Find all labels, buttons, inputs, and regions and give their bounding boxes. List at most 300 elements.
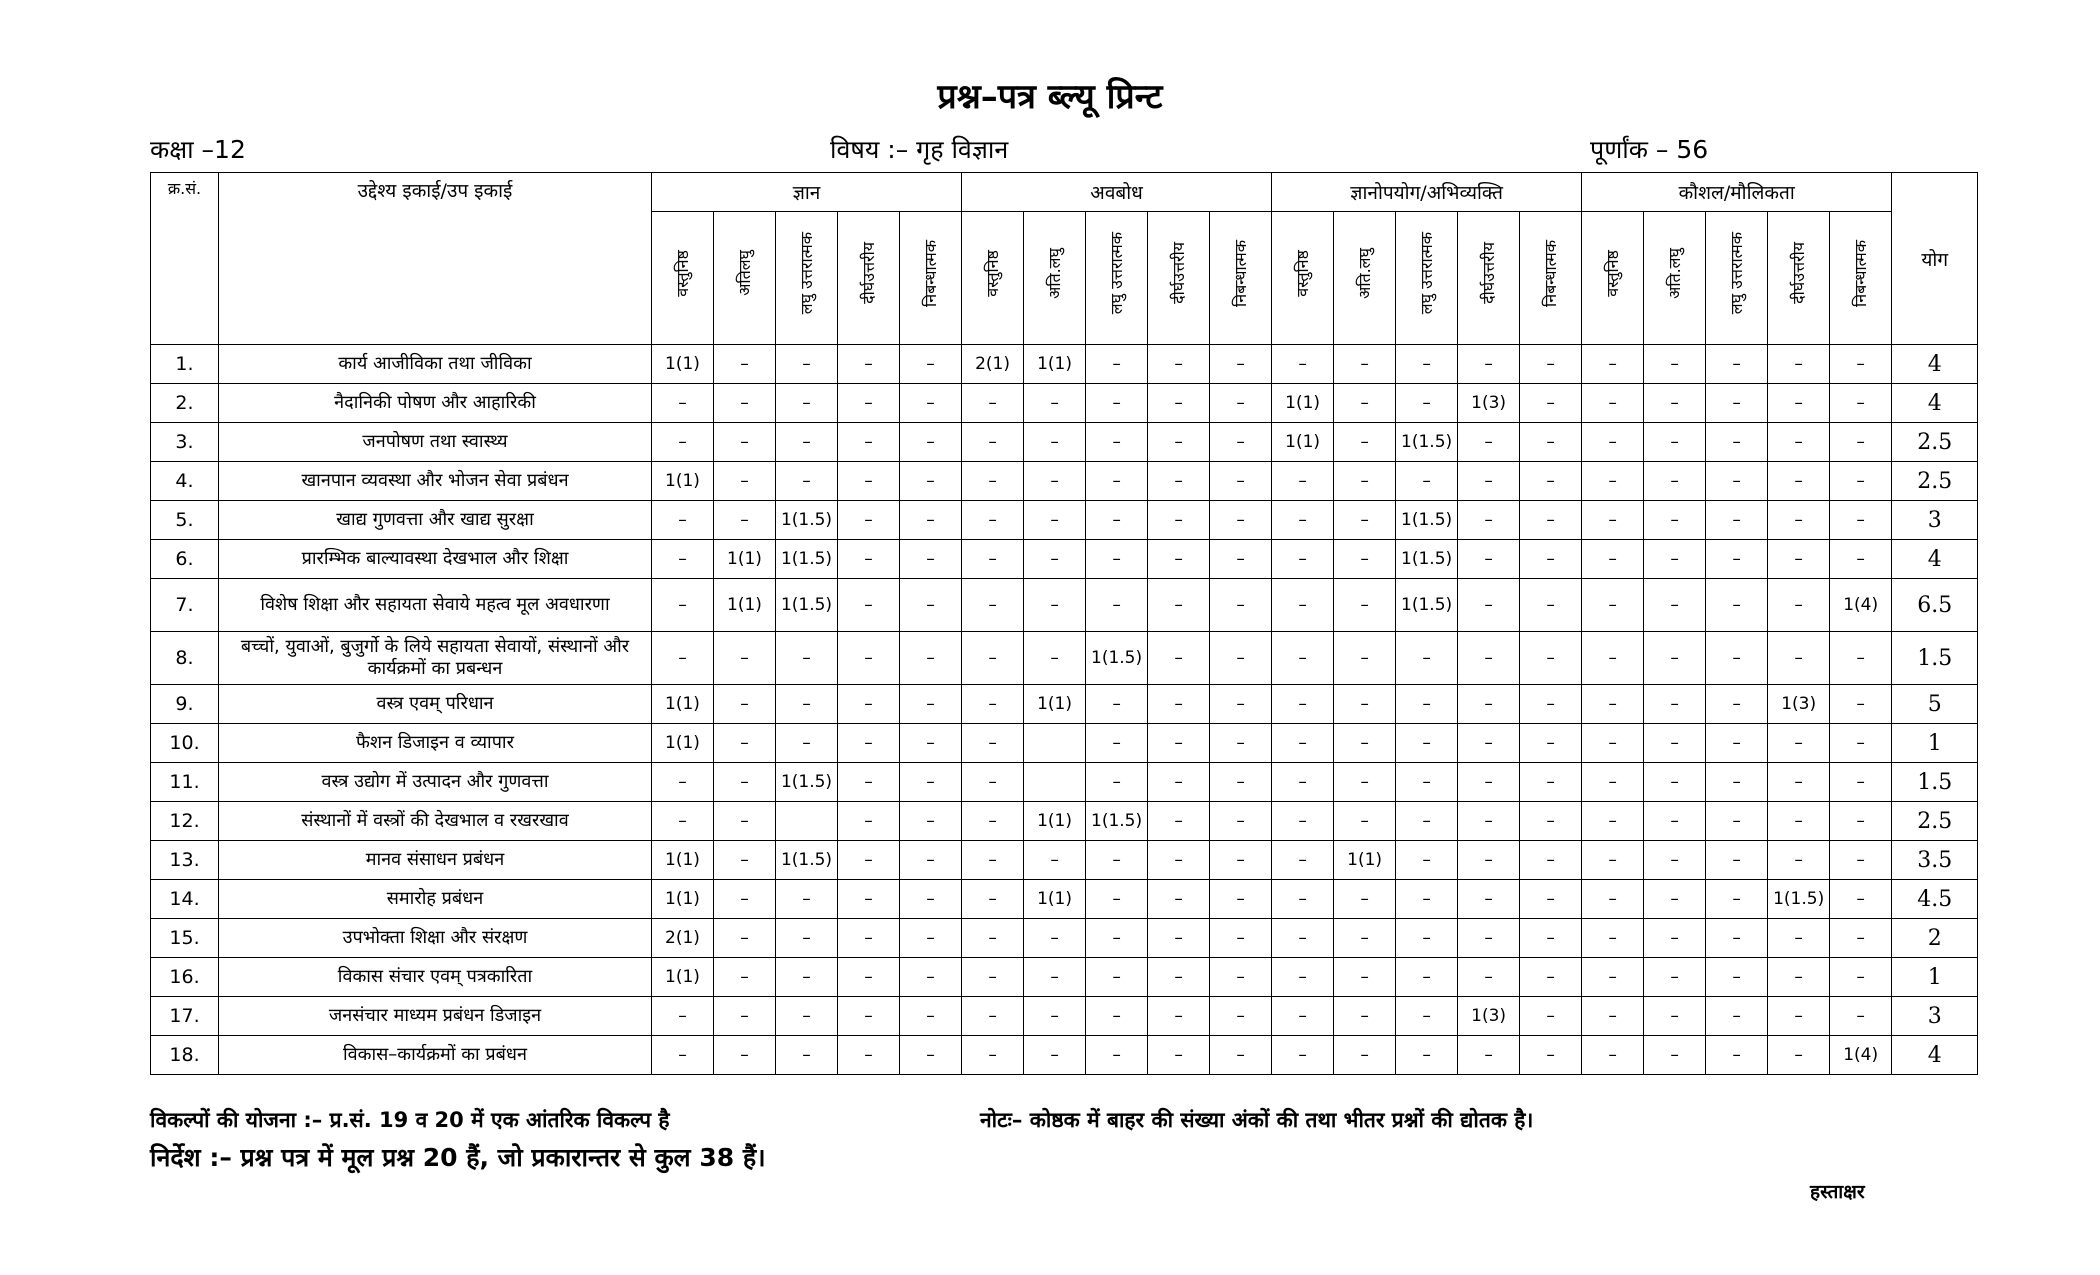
question-count-cell: – bbox=[1644, 958, 1706, 997]
table-row bbox=[151, 632, 1978, 685]
serial-number-cell: 17. bbox=[151, 997, 219, 1036]
subject-label: विषय :– गृह विज्ञान bbox=[830, 135, 1009, 164]
group-header-row bbox=[151, 173, 1978, 212]
row-total-cell: 3 bbox=[1892, 501, 1978, 540]
question-count-cell: – bbox=[1830, 423, 1892, 462]
question-count-cell: – bbox=[900, 1036, 962, 1075]
question-count-cell: – bbox=[1024, 540, 1086, 579]
question-count-cell: – bbox=[776, 724, 838, 763]
question-count-cell: – bbox=[714, 724, 776, 763]
question-count-cell: – bbox=[1582, 462, 1644, 501]
question-count-cell: – bbox=[1830, 763, 1892, 802]
question-count-cell: – bbox=[776, 423, 838, 462]
direction-text: निर्देश :– प्रश्न पत्र में मूल प्रश्न 20 हैं, जो प्रकारान्तर से कुल 38 हैं। bbox=[150, 1143, 766, 1172]
question-count-cell: – bbox=[1644, 423, 1706, 462]
blueprint-table bbox=[150, 172, 1978, 1075]
question-count-cell: – bbox=[962, 579, 1024, 632]
row-total-cell: 4 bbox=[1892, 345, 1978, 384]
question-count-cell: – bbox=[1086, 423, 1148, 462]
question-count-cell bbox=[1024, 724, 1086, 763]
question-count-cell: – bbox=[652, 540, 714, 579]
question-count-cell: – bbox=[900, 632, 962, 685]
question-count-cell: – bbox=[1830, 841, 1892, 880]
question-count-cell: – bbox=[962, 423, 1024, 462]
row-total-cell: 3 bbox=[1892, 997, 1978, 1036]
question-count-cell: – bbox=[1148, 763, 1210, 802]
question-count-cell: – bbox=[1210, 841, 1272, 880]
question-type-header bbox=[1210, 212, 1272, 345]
question-count-cell: – bbox=[1520, 841, 1582, 880]
row-total-cell: 2.5 bbox=[1892, 462, 1978, 501]
question-count-cell: – bbox=[1148, 501, 1210, 540]
question-count-cell: – bbox=[900, 919, 962, 958]
question-count-cell: 1(1) bbox=[652, 880, 714, 919]
question-count-cell: – bbox=[1148, 1036, 1210, 1075]
question-count-cell: – bbox=[1334, 685, 1396, 724]
question-count-cell: – bbox=[1830, 345, 1892, 384]
question-count-cell: – bbox=[714, 501, 776, 540]
question-count-cell: – bbox=[1024, 958, 1086, 997]
question-count-cell: – bbox=[1644, 724, 1706, 763]
question-count-cell: – bbox=[1582, 841, 1644, 880]
question-count-cell: – bbox=[1334, 802, 1396, 841]
question-type-label: दीर्घउत्तरीय bbox=[1168, 242, 1188, 304]
question-count-cell: 1(1) bbox=[652, 345, 714, 384]
serial-number-cell: 5. bbox=[151, 501, 219, 540]
question-count-cell: – bbox=[714, 345, 776, 384]
question-count-cell: – bbox=[1458, 802, 1520, 841]
question-count-cell: – bbox=[1830, 685, 1892, 724]
question-count-cell: – bbox=[714, 685, 776, 724]
group-header-understanding: अवबोध bbox=[962, 173, 1272, 212]
question-count-cell: – bbox=[1768, 1036, 1830, 1075]
question-count-cell: – bbox=[1334, 997, 1396, 1036]
unit-name-cell: नैदानिकी पोषण और आहारिकी bbox=[219, 384, 652, 423]
question-count-cell: – bbox=[1210, 579, 1272, 632]
question-count-cell: – bbox=[1272, 724, 1334, 763]
question-count-cell: – bbox=[1458, 685, 1520, 724]
question-type-label: लघु उत्तरात्मक bbox=[1106, 231, 1126, 315]
question-count-cell: – bbox=[1024, 997, 1086, 1036]
question-count-cell: – bbox=[962, 384, 1024, 423]
question-count-cell: – bbox=[1334, 501, 1396, 540]
table-row bbox=[151, 345, 1978, 384]
serial-number-cell: 7. bbox=[151, 579, 219, 632]
signature-label: हस्ताक्षर bbox=[1810, 1181, 1865, 1203]
question-count-cell: – bbox=[1768, 423, 1830, 462]
question-count-cell: – bbox=[1582, 579, 1644, 632]
row-total-cell: 4 bbox=[1892, 384, 1978, 423]
question-count-cell: – bbox=[838, 997, 900, 1036]
row-total-cell: 1 bbox=[1892, 958, 1978, 997]
question-count-cell: – bbox=[1148, 802, 1210, 841]
question-count-cell: – bbox=[1148, 384, 1210, 423]
question-count-cell: – bbox=[1272, 540, 1334, 579]
question-count-cell: – bbox=[1396, 997, 1458, 1036]
unit-name-cell: वस्त्र एवम् परिधान bbox=[219, 685, 652, 724]
question-count-cell: – bbox=[714, 763, 776, 802]
question-count-cell: – bbox=[900, 384, 962, 423]
question-count-cell: – bbox=[838, 841, 900, 880]
question-type-label: लघु उत्तरात्मक bbox=[1726, 231, 1746, 315]
question-type-label: निबन्धात्मक bbox=[1230, 239, 1250, 307]
question-count-cell: – bbox=[1272, 802, 1334, 841]
unit-name-cell: फैशन डिजाइन व व्यापार bbox=[219, 724, 652, 763]
question-count-cell: – bbox=[1520, 384, 1582, 423]
question-count-cell: – bbox=[1334, 724, 1396, 763]
question-count-cell: – bbox=[1210, 763, 1272, 802]
question-count-cell: – bbox=[1148, 997, 1210, 1036]
row-total-cell: 4 bbox=[1892, 1036, 1978, 1075]
question-count-cell: – bbox=[1272, 501, 1334, 540]
row-total-cell: 2.5 bbox=[1892, 802, 1978, 841]
question-count-cell: – bbox=[1520, 423, 1582, 462]
question-count-cell: – bbox=[652, 632, 714, 685]
unit-header: उद्देश्य इकाई/उप इकाई bbox=[219, 173, 652, 345]
question-count-cell: – bbox=[652, 1036, 714, 1075]
question-count-cell: – bbox=[1334, 462, 1396, 501]
question-count-cell: 1(1.5) bbox=[776, 540, 838, 579]
serial-number-cell: 15. bbox=[151, 919, 219, 958]
question-count-cell: 1(1.5) bbox=[1768, 880, 1830, 919]
question-count-cell: – bbox=[1706, 540, 1768, 579]
question-count-cell: – bbox=[1272, 632, 1334, 685]
question-type-header bbox=[1272, 212, 1334, 345]
question-count-cell: – bbox=[1210, 880, 1272, 919]
question-count-cell: – bbox=[714, 423, 776, 462]
row-total-cell: 4 bbox=[1892, 540, 1978, 579]
question-count-cell: – bbox=[1706, 802, 1768, 841]
question-count-cell: – bbox=[776, 462, 838, 501]
question-count-cell: – bbox=[1086, 685, 1148, 724]
question-count-cell: – bbox=[838, 802, 900, 841]
question-count-cell: – bbox=[900, 958, 962, 997]
question-count-cell: – bbox=[714, 384, 776, 423]
question-count-cell: – bbox=[1210, 685, 1272, 724]
question-count-cell: – bbox=[1582, 997, 1644, 1036]
question-count-cell: – bbox=[1520, 958, 1582, 997]
question-count-cell: 2(1) bbox=[962, 345, 1024, 384]
question-type-header bbox=[776, 212, 838, 345]
question-count-cell: – bbox=[900, 802, 962, 841]
table-row bbox=[151, 997, 1978, 1036]
question-count-cell: – bbox=[1024, 501, 1086, 540]
question-count-cell: – bbox=[1272, 345, 1334, 384]
question-count-cell: – bbox=[962, 880, 1024, 919]
question-count-cell: – bbox=[1830, 958, 1892, 997]
question-type-header bbox=[962, 212, 1024, 345]
question-count-cell: – bbox=[776, 958, 838, 997]
question-count-cell: – bbox=[652, 384, 714, 423]
question-count-cell: – bbox=[1706, 579, 1768, 632]
table-row bbox=[151, 685, 1978, 724]
question-count-cell: – bbox=[1830, 919, 1892, 958]
question-count-cell: – bbox=[838, 632, 900, 685]
question-count-cell: – bbox=[1830, 802, 1892, 841]
question-type-header bbox=[1644, 212, 1706, 345]
question-count-cell: 1(1) bbox=[1024, 345, 1086, 384]
question-count-cell: – bbox=[1396, 763, 1458, 802]
question-type-label: वस्तुनिष्ठ bbox=[982, 249, 1002, 297]
question-count-cell: – bbox=[1396, 841, 1458, 880]
question-count-cell: 1(4) bbox=[1830, 579, 1892, 632]
question-count-cell: – bbox=[900, 685, 962, 724]
question-count-cell: – bbox=[1830, 880, 1892, 919]
question-type-label: दीर्घउत्तरीय bbox=[1788, 242, 1808, 304]
question-count-cell: – bbox=[1396, 345, 1458, 384]
question-count-cell: – bbox=[1272, 958, 1334, 997]
table-row bbox=[151, 579, 1978, 632]
serial-number-cell: 6. bbox=[151, 540, 219, 579]
row-total-cell: 1.5 bbox=[1892, 632, 1978, 685]
question-count-cell: – bbox=[838, 724, 900, 763]
question-count-cell: 1(1) bbox=[1024, 880, 1086, 919]
table-row bbox=[151, 958, 1978, 997]
question-count-cell: – bbox=[962, 763, 1024, 802]
question-count-cell: – bbox=[1210, 632, 1272, 685]
question-count-cell: – bbox=[900, 501, 962, 540]
question-count-cell: – bbox=[1644, 345, 1706, 384]
question-count-cell: 1(1.5) bbox=[1396, 540, 1458, 579]
question-count-cell: – bbox=[838, 462, 900, 501]
question-count-cell: – bbox=[1334, 579, 1396, 632]
options-scheme: विकल्पों की योजना :– प्र.सं. 19 व 20 में एक आंतरिक विकल्प है bbox=[150, 1108, 670, 1132]
question-count-cell: – bbox=[1210, 540, 1272, 579]
question-count-cell: 1(1) bbox=[652, 724, 714, 763]
question-count-cell: – bbox=[1706, 345, 1768, 384]
question-count-cell: – bbox=[962, 462, 1024, 501]
table-row bbox=[151, 724, 1978, 763]
question-count-cell: – bbox=[900, 540, 962, 579]
question-count-cell: – bbox=[1334, 958, 1396, 997]
question-type-label: निबन्धात्मक bbox=[1540, 239, 1560, 307]
question-count-cell: – bbox=[714, 802, 776, 841]
serial-number-cell: 18. bbox=[151, 1036, 219, 1075]
question-count-cell: – bbox=[714, 880, 776, 919]
question-count-cell: – bbox=[1396, 724, 1458, 763]
question-count-cell: 1(3) bbox=[1458, 997, 1520, 1036]
question-count-cell: – bbox=[1396, 462, 1458, 501]
question-count-cell: – bbox=[1148, 724, 1210, 763]
question-count-cell: – bbox=[1582, 763, 1644, 802]
blueprint-body bbox=[151, 345, 1978, 1075]
question-count-cell: 2(1) bbox=[652, 919, 714, 958]
question-count-cell: – bbox=[1148, 880, 1210, 919]
question-count-cell: – bbox=[1458, 345, 1520, 384]
question-count-cell: – bbox=[1706, 1036, 1768, 1075]
question-count-cell: – bbox=[1024, 841, 1086, 880]
row-total-cell: 6.5 bbox=[1892, 579, 1978, 632]
question-count-cell: – bbox=[1334, 345, 1396, 384]
question-count-cell: – bbox=[1582, 384, 1644, 423]
row-total-cell: 2.5 bbox=[1892, 423, 1978, 462]
question-count-cell: – bbox=[1210, 724, 1272, 763]
question-count-cell: – bbox=[1458, 841, 1520, 880]
question-count-cell: – bbox=[714, 958, 776, 997]
question-count-cell: – bbox=[1210, 501, 1272, 540]
question-count-cell: – bbox=[1210, 462, 1272, 501]
question-count-cell: – bbox=[1272, 841, 1334, 880]
question-count-cell: – bbox=[900, 997, 962, 1036]
question-count-cell: – bbox=[1396, 958, 1458, 997]
total-marks-label: पूर्णांक – 56 bbox=[1590, 135, 1709, 164]
question-count-cell: – bbox=[1644, 763, 1706, 802]
question-count-cell: – bbox=[1086, 579, 1148, 632]
question-count-cell: – bbox=[900, 462, 962, 501]
question-count-cell: – bbox=[1458, 540, 1520, 579]
question-count-cell: – bbox=[1706, 880, 1768, 919]
question-count-cell: – bbox=[776, 997, 838, 1036]
question-count-cell: – bbox=[1644, 919, 1706, 958]
question-count-cell: – bbox=[1024, 384, 1086, 423]
question-count-cell: – bbox=[1644, 802, 1706, 841]
unit-name-cell: संस्थानों में वस्त्रों की देखभाल व रखरखाव bbox=[219, 802, 652, 841]
question-type-label: निबन्धात्मक bbox=[1850, 239, 1870, 307]
question-count-cell: – bbox=[1520, 997, 1582, 1036]
question-count-cell: – bbox=[1644, 997, 1706, 1036]
question-count-cell: – bbox=[1768, 632, 1830, 685]
question-type-header bbox=[652, 212, 714, 345]
question-count-cell: – bbox=[1272, 685, 1334, 724]
question-count-cell: 1(3) bbox=[1458, 384, 1520, 423]
group-header-skill: कौशल/मौलिकता bbox=[1582, 173, 1892, 212]
question-count-cell: – bbox=[1458, 579, 1520, 632]
question-type-header bbox=[1396, 212, 1458, 345]
row-total-cell: 1 bbox=[1892, 724, 1978, 763]
question-count-cell: – bbox=[1458, 880, 1520, 919]
question-count-cell: – bbox=[1334, 384, 1396, 423]
table-row bbox=[151, 1036, 1978, 1075]
question-count-cell: – bbox=[1520, 462, 1582, 501]
question-type-label: निबन्धात्मक bbox=[920, 239, 940, 307]
question-type-label: लघु उत्तरात्मक bbox=[1416, 231, 1436, 315]
question-count-cell bbox=[776, 802, 838, 841]
question-type-label: दीर्घउत्तरीय bbox=[858, 242, 878, 304]
question-count-cell: 1(1) bbox=[652, 841, 714, 880]
question-count-cell: – bbox=[1210, 802, 1272, 841]
question-count-cell: – bbox=[1582, 802, 1644, 841]
question-count-cell: 1(3) bbox=[1768, 685, 1830, 724]
question-count-cell: – bbox=[1706, 462, 1768, 501]
question-count-cell: – bbox=[1458, 724, 1520, 763]
question-count-cell: – bbox=[1768, 802, 1830, 841]
question-count-cell: – bbox=[1334, 763, 1396, 802]
question-count-cell: – bbox=[1086, 345, 1148, 384]
question-count-cell: – bbox=[838, 423, 900, 462]
question-count-cell: – bbox=[1210, 423, 1272, 462]
question-count-cell: – bbox=[714, 997, 776, 1036]
question-count-cell: – bbox=[1458, 958, 1520, 997]
question-type-label: वस्तुनिष्ठ bbox=[672, 249, 692, 297]
question-type-header bbox=[1582, 212, 1644, 345]
question-count-cell: – bbox=[1706, 958, 1768, 997]
question-count-cell: – bbox=[714, 1036, 776, 1075]
question-count-cell: – bbox=[1644, 384, 1706, 423]
table-row bbox=[151, 763, 1978, 802]
question-count-cell: – bbox=[962, 841, 1024, 880]
question-count-cell: – bbox=[1210, 919, 1272, 958]
question-type-header bbox=[1458, 212, 1520, 345]
question-count-cell: – bbox=[838, 685, 900, 724]
question-count-cell: – bbox=[1706, 685, 1768, 724]
question-count-cell: – bbox=[1210, 997, 1272, 1036]
question-count-cell: – bbox=[1644, 540, 1706, 579]
question-count-cell: – bbox=[1086, 1036, 1148, 1075]
question-count-cell: – bbox=[838, 1036, 900, 1075]
question-count-cell: – bbox=[1272, 997, 1334, 1036]
serial-number-cell: 10. bbox=[151, 724, 219, 763]
question-count-cell: – bbox=[1086, 763, 1148, 802]
question-count-cell: – bbox=[1396, 1036, 1458, 1075]
question-count-cell: – bbox=[1086, 919, 1148, 958]
question-count-cell: – bbox=[1334, 540, 1396, 579]
question-count-cell: – bbox=[1582, 540, 1644, 579]
question-type-header bbox=[1830, 212, 1892, 345]
question-type-label: वस्तुनिष्ठ bbox=[1602, 249, 1622, 297]
question-count-cell: – bbox=[1024, 632, 1086, 685]
table-row bbox=[151, 919, 1978, 958]
question-type-label: वस्तुनिष्ठ bbox=[1292, 249, 1312, 297]
question-count-cell: – bbox=[900, 880, 962, 919]
question-count-cell: – bbox=[1148, 919, 1210, 958]
question-count-cell: – bbox=[1148, 345, 1210, 384]
question-count-cell: – bbox=[1830, 501, 1892, 540]
table-row bbox=[151, 841, 1978, 880]
question-count-cell: – bbox=[1768, 997, 1830, 1036]
question-count-cell: – bbox=[1582, 632, 1644, 685]
question-count-cell: – bbox=[776, 1036, 838, 1075]
question-count-cell: – bbox=[1272, 1036, 1334, 1075]
question-count-cell: – bbox=[1706, 724, 1768, 763]
question-count-cell: – bbox=[838, 345, 900, 384]
question-count-cell: – bbox=[1148, 632, 1210, 685]
serial-number-header: क्र.सं. bbox=[151, 173, 219, 345]
question-count-cell: – bbox=[1768, 724, 1830, 763]
question-count-cell: – bbox=[1830, 632, 1892, 685]
question-count-cell: – bbox=[1148, 685, 1210, 724]
question-count-cell: – bbox=[1520, 501, 1582, 540]
question-count-cell: – bbox=[1582, 919, 1644, 958]
question-count-cell: – bbox=[1086, 724, 1148, 763]
question-count-cell: – bbox=[1706, 632, 1768, 685]
question-count-cell: – bbox=[838, 919, 900, 958]
question-count-cell: – bbox=[1582, 958, 1644, 997]
question-count-cell: – bbox=[1768, 841, 1830, 880]
question-count-cell: – bbox=[1830, 384, 1892, 423]
question-count-cell: 1(1) bbox=[714, 579, 776, 632]
question-count-cell: – bbox=[1334, 1036, 1396, 1075]
question-count-cell: – bbox=[1396, 685, 1458, 724]
question-count-cell: – bbox=[838, 384, 900, 423]
question-count-cell: – bbox=[1520, 1036, 1582, 1075]
unit-name-cell: विकास संचार एवम् पत्रकारिता bbox=[219, 958, 652, 997]
question-count-cell: – bbox=[1458, 501, 1520, 540]
question-count-cell: – bbox=[1334, 880, 1396, 919]
question-count-cell: – bbox=[1086, 880, 1148, 919]
question-count-cell: – bbox=[1520, 579, 1582, 632]
table-row bbox=[151, 802, 1978, 841]
question-count-cell: 1(1) bbox=[1024, 802, 1086, 841]
question-count-cell: – bbox=[1396, 880, 1458, 919]
question-count-cell: – bbox=[1272, 579, 1334, 632]
question-count-cell: 1(1) bbox=[1272, 423, 1334, 462]
question-count-cell: – bbox=[714, 632, 776, 685]
page-title: प्रश्न–पत्र ब्ल्यू प्रिन्ट bbox=[937, 77, 1163, 117]
question-type-label: अति.लघु bbox=[1354, 247, 1374, 299]
question-count-cell: – bbox=[962, 724, 1024, 763]
question-count-cell: 1(4) bbox=[1830, 1036, 1892, 1075]
question-type-header bbox=[1086, 212, 1148, 345]
